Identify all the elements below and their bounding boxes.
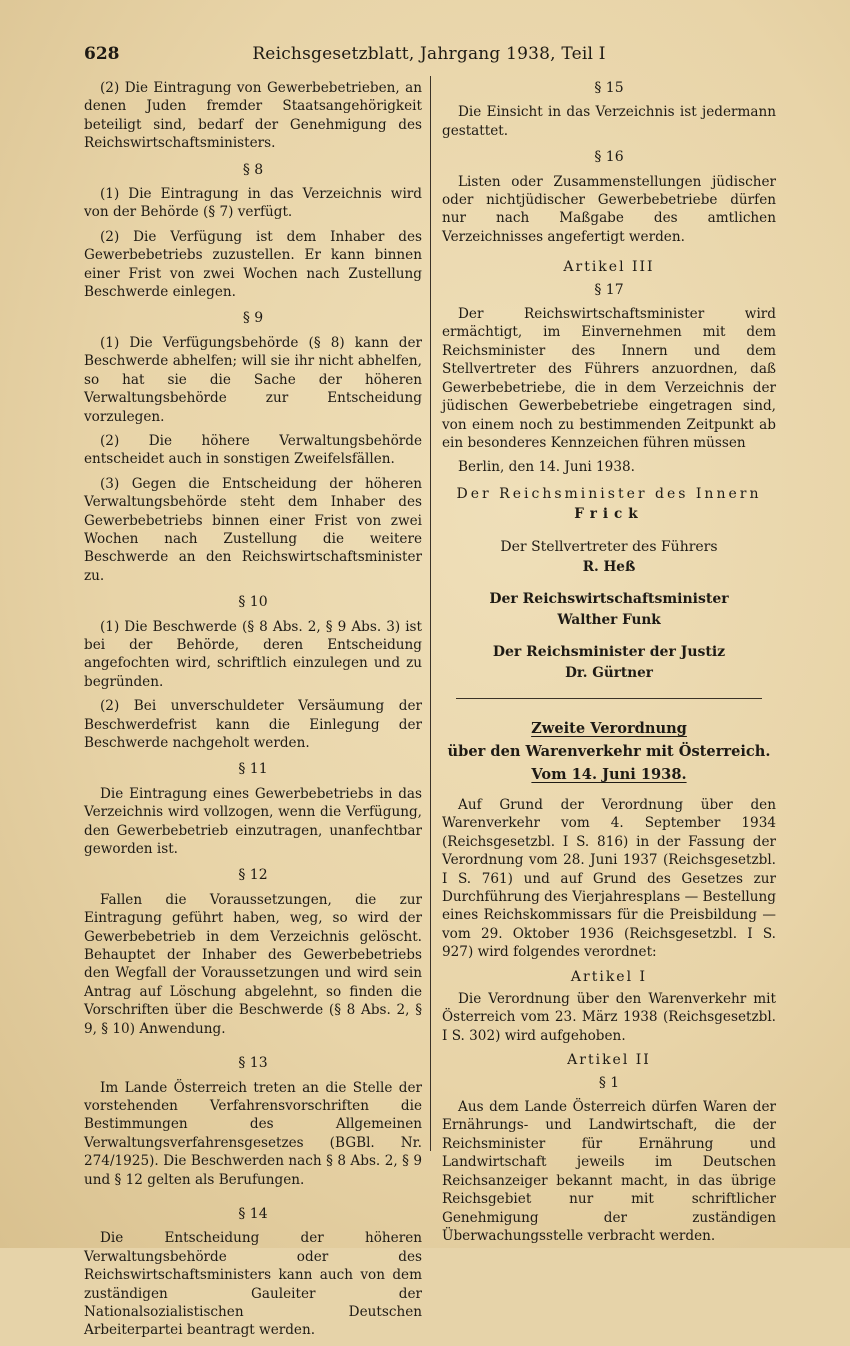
article-heading: Artikel I <box>570 968 648 985</box>
signature-title: Der Stellvertreter des Führers <box>500 538 718 555</box>
paragraph: Listen oder Zusammenstellungen jüdischer oder nichtjüdischer Gewerbebetriebe dürfen nur nach Maßgabe des amtlichen Verzeichnisses angefertigt werden. <box>442 173 776 245</box>
signature-name: Walther Funk <box>557 611 661 628</box>
paragraph: (1) Die Beschwerde (§ 8 Abs. 2, § 9 Abs. 3) ist bei der Behörde, deren Entscheidung angefochten wird, schriftlich einzulegen und zu begründen. <box>84 618 422 690</box>
page-number: 628 <box>84 44 120 64</box>
paragraph: Die Verordnung über den Warenverkehr mit Österreich vom 23. März 1938 (Reichsgesetzbl. I S. 302) wird aufgehoben. <box>442 991 776 1044</box>
paragraph: Die Eintragung eines Gewerbebetriebs in das Verzeichnis wird vollzogen, wenn die Verfügung, den Gewerbebetrieb einzutragen, unanfechtbar geworden ist. <box>84 785 422 858</box>
section-heading: § 12 <box>238 867 268 884</box>
ordinance-subtitle: über den Warenverkehr mit Österreich. <box>447 742 771 760</box>
left-column <box>84 79 422 1346</box>
paragraph: (2) Bei unverschuldeter Versäumung der Beschwerdefrist kann die Einlegung der Beschwerde nachgeholt werden. <box>84 698 422 751</box>
signature-title: Der Reichsminister der Justiz <box>492 644 726 661</box>
signature-name: Dr. Gürtner <box>565 664 653 681</box>
section-heading: § 9 <box>242 310 264 327</box>
column-divider <box>430 76 431 1151</box>
paragraph: (3) Gegen die Entscheidung der höheren Verwaltungsbehörde steht dem Inhaber des Gewerbebetriebs binnen einer Frist von zwei Wochen nach Zustellung die weitere Beschwerde an den Reichswirtschaftsminister zu. <box>84 475 422 584</box>
paragraph: Die Einsicht in das Verzeichnis ist jedermann gestattet. <box>442 104 776 139</box>
section-heading: § 8 <box>242 161 264 178</box>
section-heading: § 17 <box>594 281 624 298</box>
section-heading: § 15 <box>594 80 624 96</box>
paragraph: (2) Die Eintragung von Gewerbebetrieben, an denen Juden fremder Staatsangehörigkeit beteiligt sind, bedarf der Genehmigung des Reichswirtschaftsministers. <box>84 80 422 152</box>
section-heading: § 10 <box>238 594 268 611</box>
horizontal-rule <box>456 698 762 699</box>
signature-name: Frick <box>574 506 644 523</box>
paragraph: Aus dem Lande Österreich dürfen Waren der Ernährungs- und Landwirtschaft, die der Reichsminister für Ernährung und Landwirtschaft jeweils im Deutschen Reichsanzeiger bekannt macht, in das übrige Reichsgebiet nur mit schriftlicher Genehmigung der zuständigen Überwachungsstelle verbracht werden. <box>442 1099 776 1244</box>
page-header <box>84 44 774 68</box>
paragraph: (2) Die Verfügung ist dem Inhaber des Gewerbebetriebs zuzustellen. Er kann binnen einer Frist von zwei Wochen nach Zustellung Beschwerde einlegen. <box>84 228 422 301</box>
date-line: Berlin, den 14. Juni 1938. <box>458 459 635 476</box>
section-heading: § 13 <box>238 1055 268 1072</box>
article-heading: Artikel III <box>563 259 655 276</box>
article-heading: Artikel II <box>567 1052 651 1069</box>
signature-title: Der Reichswirtschaftsminister <box>489 591 729 608</box>
paragraph: Auf Grund der Verordnung über den Warenverkehr vom 4. September 1934 (Reichsgesetzbl. I S. 816) in der Fassung der Verordnung vom 28. Juni 1937 (Reichsgesetzbl. I S. 761) und auf Grund des Gesetzes zur Durchführung des Vierjahresplans — Bestellung eines Reichskommissars für die Preisbildung — vom 29. Oktober 1936 (Reichsgesetzbl. I S. 927) wird folgendes verordnet: <box>442 796 776 961</box>
section-heading: § 16 <box>594 149 624 166</box>
ordinance-date: Vom 14. Juni 1938. <box>531 765 687 783</box>
paragraph: (1) Die Eintragung in das Verzeichnis wird von der Behörde (§ 7) verfügt. <box>84 186 422 221</box>
signature-title: Der Reichsminister des Innern <box>456 485 762 502</box>
section-heading: § 14 <box>238 1205 268 1222</box>
section-heading: § 1 <box>598 1074 620 1091</box>
signature-name: R. Heß <box>582 558 636 575</box>
running-head: Reichsgesetzblatt, Jahrgang 1938, Teil I <box>252 44 606 64</box>
paragraph: (2) Die höhere Verwaltungsbehörde entscheidet auch in sonstigen Zweifelsfällen. <box>84 432 422 468</box>
paragraph: Im Lande Österreich treten an die Stelle der vorstehenden Verfahrensvorschriften die Bestimmungen des Allgemeinen Verwaltungsverfahrensgesetzes (BGBl. Nr. 274/1925). Die Beschwerden nach § 8 Abs. 2, § 9 und § 12 gelten als Berufungen. <box>84 1079 422 1188</box>
section-heading: § 11 <box>238 761 268 778</box>
ordinance-title: Zweite Verordnung <box>531 719 687 737</box>
paragraph: Die Entscheidung der höheren Verwaltungsbehörde oder des Reichswirtschaftsministers kann auch von dem zuständigen Gauleiter der Nationalsozialistischen Deutschen Arbeiterpartei beantragt werden. <box>84 1230 422 1339</box>
right-column <box>442 79 776 1251</box>
paragraph: (1) Die Verfügungsbehörde (§ 8) kann der Beschwerde abhelfen; will sie ihr nicht abhelfen, so hat sie die Sache der höheren Verwaltungsbehörde zur Entscheidung vorzulegen. <box>84 334 422 425</box>
paragraph: Fallen die Voraussetzungen, die zur Eintragung geführt haben, weg, so wird der Gewerbebetrieb in dem Verzeichnis gelöscht. Behauptet der Inhaber des Gewerbebetriebs den Wegfall der Voraussetzungen und wird sein Antrag auf Löschung abgelehnt, so finden die Vorschriften über die Beschwerde (§ 8 Abs. 2, § 9, § 10) Anwendung. <box>84 891 422 1037</box>
paragraph: Der Reichswirtschaftsminister wird ermächtigt, im Einvernehmen mit dem Reichsminister des Innern und dem Stellvertreter des Führers anzuordnen, daß Gewerbebetriebe, die in dem Verzeichnis der jüdischen Gewerbebetriebe eingetragen sind, von einem noch zu bestimmenden Zeitpunkt ab ein besonderes Kennzeichen führen müssen <box>442 306 776 451</box>
